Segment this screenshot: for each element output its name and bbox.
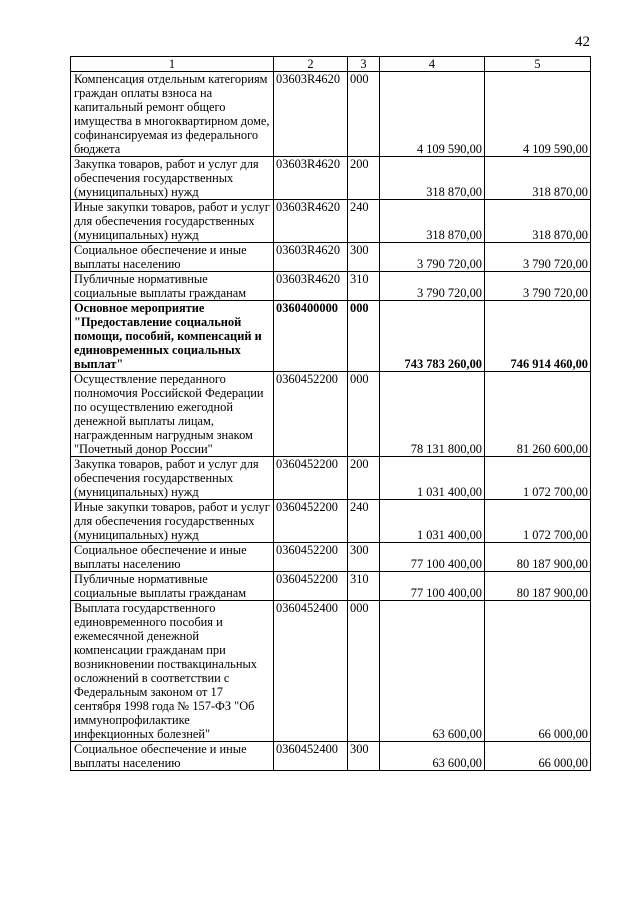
row-sum-year1: 743 783 260,00 (380, 301, 485, 372)
row-sum-year2: 80 187 900,00 (485, 543, 591, 572)
row-code: 03603R4620 (274, 200, 348, 243)
row-name: Осуществление переданного полномочия Российской Федерации по осуществлению ежегодной денежной выплаты лицам, награжденным нагрудным знаком "Почетный донор России" (71, 372, 274, 457)
row-type: 300 (348, 543, 380, 572)
row-code: 0360452200 (274, 500, 348, 543)
row-name: Иные закупки товаров, работ и услуг для обеспечения государственных (муниципальных) нужд (71, 200, 274, 243)
row-type: 300 (348, 243, 380, 272)
column-header-sum2: 5 (485, 57, 591, 72)
row-name: Публичные нормативные социальные выплаты гражданам (71, 272, 274, 301)
row-code: 0360400000 (274, 301, 348, 372)
table-row (71, 200, 591, 243)
row-name: Социальное обеспечение и иные выплаты населению (71, 243, 274, 272)
table-row (71, 457, 591, 500)
row-sum-year1: 63 600,00 (380, 742, 485, 771)
row-sum-year1: 77 100 400,00 (380, 543, 485, 572)
row-code: 0360452200 (274, 543, 348, 572)
row-name: Компенсация отдельным категориям граждан оплаты взноса на капитальный ремонт общего имущества в многоквартирном доме, софинансируемая из федерального бюджета (71, 72, 274, 157)
table-row (71, 601, 591, 742)
row-sum-year1: 1 031 400,00 (380, 457, 485, 500)
row-sum-year2: 66 000,00 (485, 601, 591, 742)
table-header-row (71, 57, 591, 72)
row-sum-year2: 4 109 590,00 (485, 72, 591, 157)
row-sum-year2: 81 260 600,00 (485, 372, 591, 457)
table-row (71, 543, 591, 572)
table-row (71, 500, 591, 543)
row-sum-year1: 1 031 400,00 (380, 500, 485, 543)
row-name: Выплата государственного единовременного пособия и ежемесячной денежной компенсации гражданам при возникновении поствакцинальных осложнений в соответствии с Федеральным законом от 17 сентября 1998 года № 157-ФЗ "Об иммунопрофилактике инфекционных болезней" (71, 601, 274, 742)
row-code: 0360452400 (274, 601, 348, 742)
row-sum-year2: 1 072 700,00 (485, 457, 591, 500)
row-name: Публичные нормативные социальные выплаты гражданам (71, 572, 274, 601)
row-code: 03603R4620 (274, 243, 348, 272)
table-row (71, 742, 591, 771)
row-code: 0360452400 (274, 742, 348, 771)
row-code: 03603R4620 (274, 72, 348, 157)
table-row (71, 572, 591, 601)
row-sum-year2: 318 870,00 (485, 157, 591, 200)
row-sum-year1: 318 870,00 (380, 200, 485, 243)
row-name: Закупка товаров, работ и услуг для обеспечения государственных (муниципальных) нужд (71, 157, 274, 200)
row-sum-year1: 77 100 400,00 (380, 572, 485, 601)
row-sum-year2: 3 790 720,00 (485, 243, 591, 272)
table-row (71, 372, 591, 457)
table-row (71, 272, 591, 301)
row-type: 000 (348, 72, 380, 157)
column-header-sum1: 4 (380, 57, 485, 72)
row-sum-year2: 746 914 460,00 (485, 301, 591, 372)
row-type: 000 (348, 601, 380, 742)
row-sum-year1: 318 870,00 (380, 157, 485, 200)
row-sum-year2: 80 187 900,00 (485, 572, 591, 601)
row-type: 000 (348, 301, 380, 372)
row-type: 300 (348, 742, 380, 771)
row-code: 03603R4620 (274, 272, 348, 301)
column-header-name: 1 (71, 57, 274, 72)
row-name: Основное мероприятие "Предоставление социальной помощи, пособий, компенсаций и единовременных социальных выплат" (71, 301, 274, 372)
table-row (71, 301, 591, 372)
row-sum-year2: 66 000,00 (485, 742, 591, 771)
row-name: Закупка товаров, работ и услуг для обеспечения государственных (муниципальных) нужд (71, 457, 274, 500)
row-sum-year2: 3 790 720,00 (485, 272, 591, 301)
column-header-code: 2 (274, 57, 348, 72)
column-header-type: 3 (348, 57, 380, 72)
table-row (71, 243, 591, 272)
row-type: 000 (348, 372, 380, 457)
row-code: 0360452200 (274, 457, 348, 500)
table-row (71, 72, 591, 157)
row-sum-year1: 78 131 800,00 (380, 372, 485, 457)
row-sum-year2: 1 072 700,00 (485, 500, 591, 543)
row-code: 03603R4620 (274, 157, 348, 200)
row-sum-year1: 4 109 590,00 (380, 72, 485, 157)
row-type: 310 (348, 272, 380, 301)
budget-table (70, 56, 591, 771)
row-sum-year1: 3 790 720,00 (380, 272, 485, 301)
row-type: 240 (348, 500, 380, 543)
row-sum-year1: 63 600,00 (380, 601, 485, 742)
row-code: 0360452200 (274, 572, 348, 601)
row-code: 0360452200 (274, 372, 348, 457)
row-sum-year2: 318 870,00 (485, 200, 591, 243)
row-type: 240 (348, 200, 380, 243)
row-sum-year1: 3 790 720,00 (380, 243, 485, 272)
row-name: Социальное обеспечение и иные выплаты населению (71, 543, 274, 572)
row-type: 310 (348, 572, 380, 601)
table-body (71, 72, 591, 771)
row-type: 200 (348, 157, 380, 200)
table-row (71, 157, 591, 200)
row-name: Иные закупки товаров, работ и услуг для обеспечения государственных (муниципальных) нужд (71, 500, 274, 543)
row-name: Социальное обеспечение и иные выплаты населению (71, 742, 274, 771)
row-type: 200 (348, 457, 380, 500)
page-number: 42 (575, 34, 590, 50)
